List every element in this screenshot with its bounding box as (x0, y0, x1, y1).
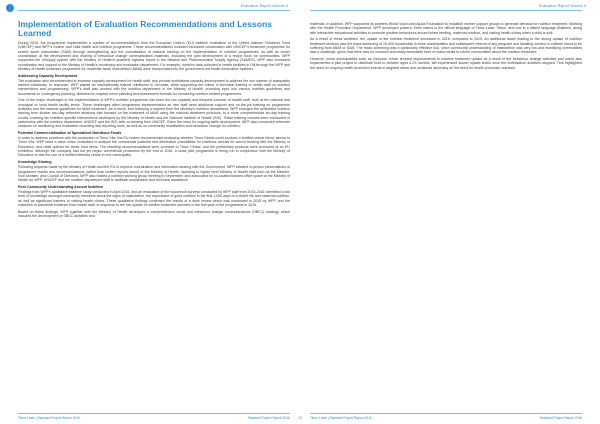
paragraph: One of the major challenges in the implementation of WFP's nutrition programme has been the low capacity and frequent turnover of health staff, both at the national and municipal or local health facility levels. These challenges affect programme implementation as new staff need additional support and on-the-job training on programme activities and the national guidelines for MAM treatment. As a result, and following a request from the Ministry's nutrition department, WFP changed the scheduled nutrition training from shorter two-day refresher sessions that focused on the treatment of MAM using the national treatment protocols, to a more comprehensive six-day training course covering ten nutrition-specific interventions developed by the Ministry of Health and the National Institute of Health (INS). These training courses were conducted in partnership with the nutrition department, UNICEF and the INS, with co-funding from UNICEF. Given the need for ongoing skills development, WFP also conducted refresher sessions on monitoring and evaluation recording and reporting tools, as well as on community mobilisation and behaviour change for nutrition. (18, 98, 290, 129)
footer-divider (310, 413, 582, 414)
paragraph: materials. In addition, WFP supported its partners World Vision and Ajuda Foundation to establish mother support groups to generate demand for nutrition treatment. Working with the Health Promotion Department, WFP developed posters, three videos in the official language of Timor-Leste, Tetum, and one in a district language (Baikeno, along with interactive educational activities to promote positive behaviours around infant feeding, maternal nutrition, and visiting health clinics when a child is sick. (310, 22, 583, 35)
header-divider (18, 10, 290, 11)
page-number: 13 (298, 416, 302, 420)
right-page (300, 0, 600, 424)
paragraph: Following requests made by the Ministry of Health and the EU to improve coordination and information sharing with the Government, WFP initiated in-person presentations of programme results and recommendations (rather than written reports alone) to the Ministry of Health, including to higher level Ministry of Health staff such as the Minister, Vice-Minister, and Council of Directors. WFP also hosted a nutrition working group meeting in September, and advocated for co-location/shared office space at the Ministry of Health for WFP, UNICEF and the nutrition department staff to facilitate coordination and technical assistance. (18, 165, 290, 183)
subheading: Knowledge Sharing (18, 160, 52, 165)
subheading: Poor Community Understanding Around Nutrition (18, 184, 103, 189)
right-page-body (310, 22, 582, 70)
running-header-left: Evaluation Report Volume II (240, 4, 288, 8)
header-divider (310, 10, 582, 11)
paragraph: Findings from WFP's qualitative baseline study conducted in April 2016, and an evaluation of the household surveys conducted by WFP staff from 2015-2016, identified a low level of knowledge amongst community members about the signs of malnutrition, the importance of good nutrition in the first 1,000 days of a child's life and maternal nutrition, as well as significant barriers to visiting health clinics. These qualitative findings confirmed the results of a desk review which was conducted in 2015 by WFP, and the collection of anecdotal evidence from health staff, in response to the low uptake of nutrition treatment services in the first year of the programme in 2015. (18, 189, 290, 207)
paragraph: In order to address problems with the production of Timor Vita, the EU review recommended analysing whether Timor Global could produce a fortified cereal blend, similar to Timor Vita. WFP hired a value chain consultant to analyse the commercial potential and distribution possibilities for nutritious cereals for school feeding with the Ministry of Education, and retail options for these food items. The resulting recommendations were provided to Timor Global, and the preliminary products were promoted at an EU exhibition. Although the company had not yet begun commercial production by the end of 2016, a small pilot programme is being run in conjunction with the Ministry of Education to test the use of a fortified blended cereal in one municipality. (18, 136, 290, 158)
running-header-right: Evaluation Report Volume II (538, 4, 586, 8)
paragraph: However, some municipalities such as Oecusse, which showed improvements in nutrition treatment uptake as a result of the behaviour change activities and which also implemented a pilot project to distribute food to children aged 6-23 months, still experienced slower uptake levels once the mobilisation activities stopped. This highlighted the need for ongoing health promotion events in targeted areas and continued advocacy on the need for health promotion outreach. (310, 57, 582, 70)
footer-divider (18, 413, 290, 414)
footer-right: Standard Project Report 2016 (539, 416, 582, 420)
paragraph: The evaluation also recommended to increase capacity development for health staff, and provide institutional capacity development to address the low number of adequately trained individuals. In response, WFP placed an internationally trained nutritionist in Oecusse, while supporting the rollout of technical training of health staff on nutrition interventions and programming. WFP's staff also worked with the nutrition department of the Ministry of Health, providing input into various nutrition guidelines and documents on contingency planning, dietetics for hospital menu planning and assessment formats for monitoring nutrition-related programmes. (18, 78, 290, 96)
footer-right: Standard Project Report 2016 (247, 416, 290, 420)
section-title: Implementation of Evaluation Recommendations and Lessons Learned (18, 19, 273, 39)
footer-left: Timor-Leste | Standard Project Report 2016 (310, 416, 372, 420)
wfp-logo-icon (6, 4, 14, 12)
footer-left: Timor-Leste | Standard Project Report 2016 (18, 416, 80, 420)
paragraph: As a result of these activities, the uptake of the nutrition treatment increased in 2016, compared to 2015. An additional factor leading to the strong uptake of nutrition treatment services was the mass screening of 15,000 households in three municipalities and subsequent referral of any pregnant and lactating women or children found to be suffering from MAM or SAM. The mass screening was a particularly effective tool, since community understanding of malnutrition was very low and mobilising communities was a challenge, given that there was no common and easily accessible form of mass media to inform communities about the nutrition treatment. (310, 37, 582, 55)
paragraph: Based on these findings, WFP together with the Ministry of Health developed a comprehensive social and behaviour change communications (SBCC) strategy, which included the development of SBCC activities and (18, 209, 290, 218)
subheading: Addressing Capacity Development (18, 73, 78, 78)
subheading: Potential Commercialisation of Specialised Nutritious Foods (18, 130, 122, 135)
left-page-body (18, 41, 290, 219)
paragraph: During 2016, the programme implemented a number of recommendations from the European Union's (EU) midterm evaluation of the United Nations Children's Fund (UNICEF) and WFP's mother and child health and nutrition programme. These recommendations included increased coordination with UNICEF's treatment programme for severe acute malnutrition (SAM) through strengthening and the consolidation of national training on the implementation of nutrition programmes, as well as closer coordination at the development and sharing of behaviour change communication materials, including the joint development of a recipe book for communities. WFP supported the mSupply system with the Ministry of Health's quarterly logistics report to the Medical and Pharmaceutical Supply Agency (SAMES). WFP also increased coordination and support to the Ministry of Health's monitoring and evaluation department. For example, nutrition data collected in health facilities in Dili through the WFP and Ministry of Health treatment programme for moderate acute malnutrition (MAM) were incorporated into the government-led health information systems. (18, 40, 290, 71)
